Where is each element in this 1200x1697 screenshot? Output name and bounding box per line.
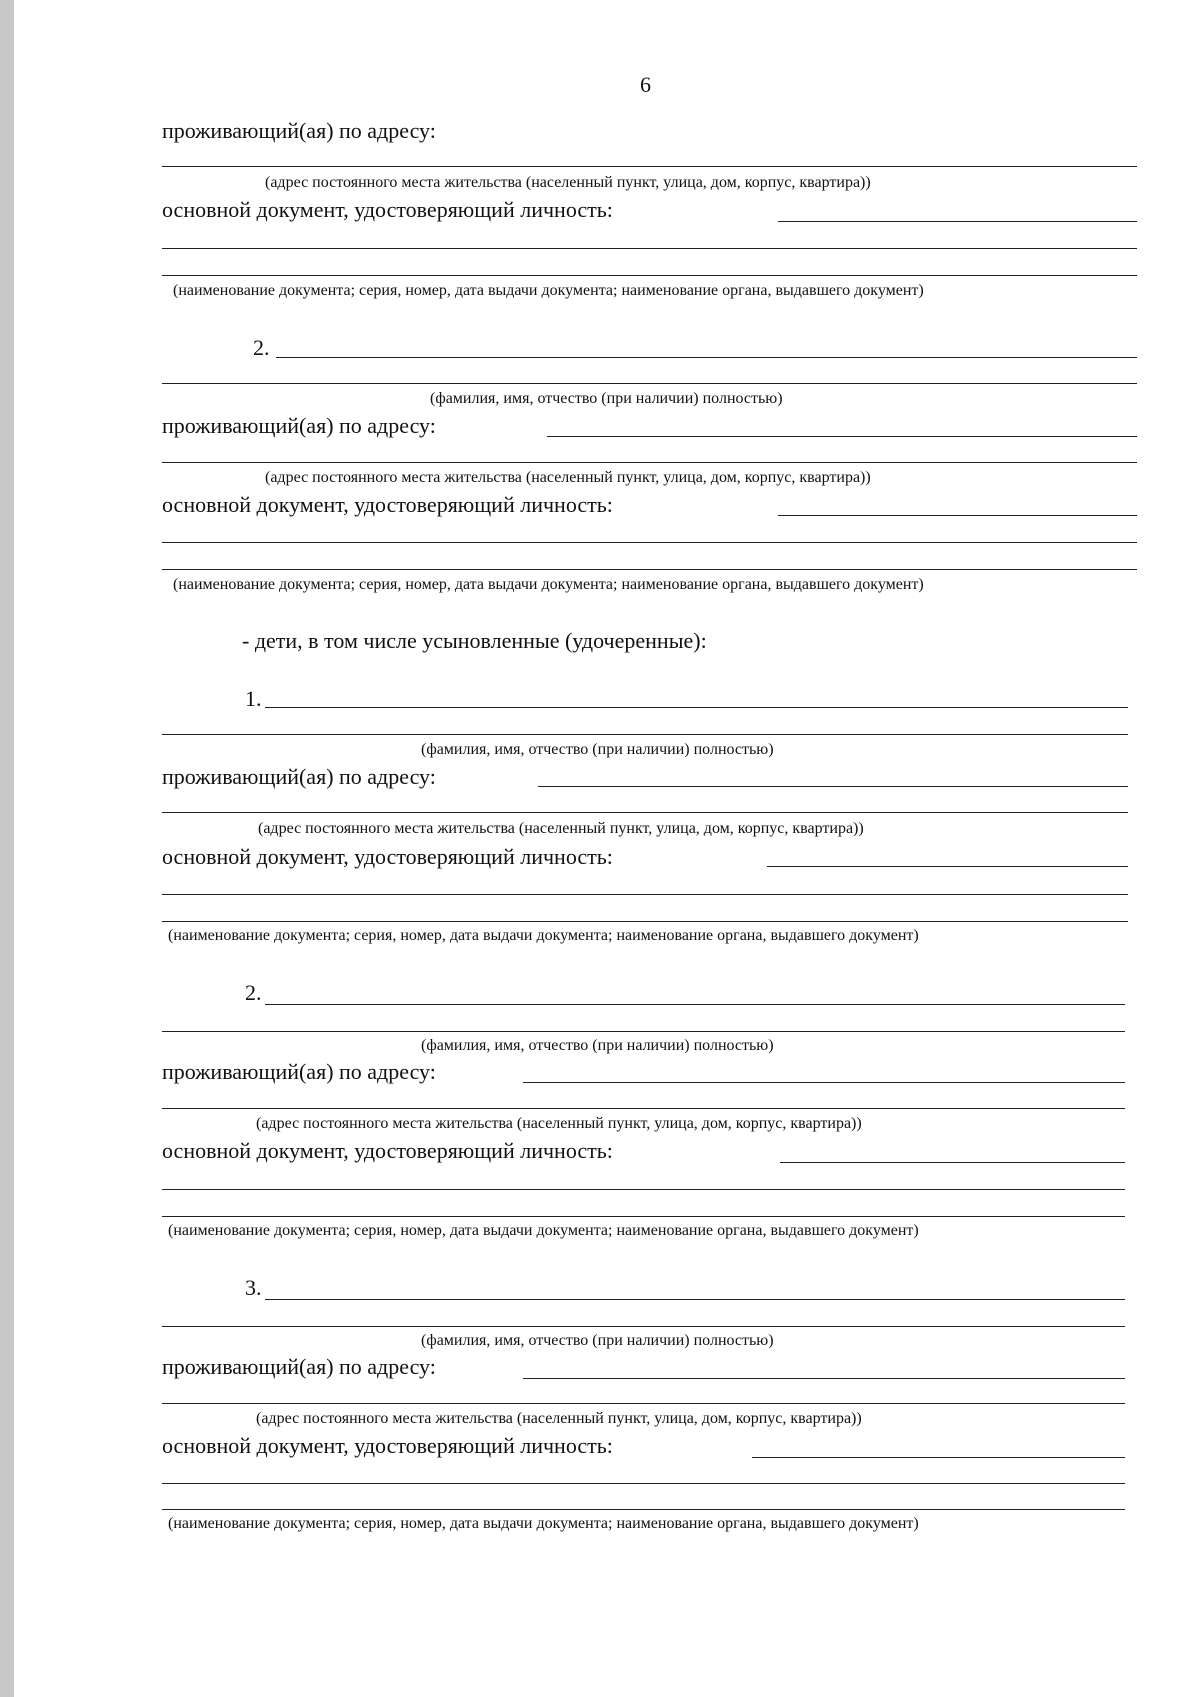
- address-caption: (адрес постоянного места жительства (населенный пункт, улица, дом, корпус, квартира)): [258, 820, 864, 837]
- spouse-1-document-line-2[interactable]: [162, 248, 1137, 249]
- child-1-document-line-2[interactable]: [162, 894, 1128, 895]
- residence-label: проживающий(ая) по адресу:: [162, 118, 436, 143]
- page-number: 6: [640, 72, 651, 97]
- spouse-1-address-line[interactable]: [162, 166, 1137, 167]
- spouse-2-name-line-1[interactable]: [276, 357, 1137, 358]
- spouse-2-document-line-2[interactable]: [162, 542, 1137, 543]
- child-3-name-line-2[interactable]: [162, 1326, 1125, 1327]
- address-caption: (адрес постоянного места жительства (населенный пункт, улица, дом, корпус, квартира)): [256, 1410, 862, 1427]
- residence-label: проживающий(ая) по адресу:: [162, 1059, 436, 1084]
- child-2-name-line-1[interactable]: [265, 1004, 1125, 1005]
- child-3-residence-line[interactable]: [523, 1378, 1125, 1379]
- id-document-label: основной документ, удостоверяющий личность:: [162, 1433, 613, 1458]
- document-caption: (наименование документа; серия, номер, дата выдачи документа; наименование органа, выдавшего документ): [168, 1515, 919, 1532]
- child-3-address-line[interactable]: [162, 1403, 1125, 1404]
- child-2-address-line[interactable]: [162, 1108, 1125, 1109]
- id-document-label: основной документ, удостоверяющий личность:: [162, 844, 613, 869]
- residence-label: проживающий(ая) по адресу:: [162, 1354, 436, 1379]
- spouse-2-address-line[interactable]: [162, 462, 1137, 463]
- child-1-address-line[interactable]: [162, 812, 1128, 813]
- child-1-name-line-2[interactable]: [162, 734, 1128, 735]
- full-name-caption: (фамилия, имя, отчество (при наличии) полностью): [421, 1037, 774, 1054]
- entry-number: 2.: [253, 335, 270, 360]
- residence-label: проживающий(ая) по адресу:: [162, 764, 436, 789]
- address-caption: (адрес постоянного места жительства (населенный пункт, улица, дом, корпус, квартира)): [265, 174, 871, 191]
- children-heading: - дети, в том числе усыновленные (удочеренные):: [242, 628, 707, 653]
- scan-margin: [0, 0, 14, 1697]
- child-2-document-line-2[interactable]: [162, 1189, 1125, 1190]
- child-2-residence-line[interactable]: [523, 1082, 1125, 1083]
- residence-label: проживающий(ая) по адресу:: [162, 413, 436, 438]
- entry-number: 1.: [245, 686, 262, 711]
- child-3-name-line-1[interactable]: [265, 1299, 1125, 1300]
- spouse-2-document-line-1[interactable]: [778, 515, 1137, 516]
- full-name-caption: (фамилия, имя, отчество (при наличии) полностью): [421, 741, 774, 758]
- full-name-caption: (фамилия, имя, отчество (при наличии) полностью): [421, 1332, 774, 1349]
- child-3-document-line-2[interactable]: [162, 1483, 1125, 1484]
- child-1-residence-line[interactable]: [538, 786, 1128, 787]
- spouse-1-document-line-1[interactable]: [778, 221, 1137, 222]
- spouse-2-residence-line[interactable]: [547, 436, 1137, 437]
- child-1-name-line-1[interactable]: [265, 707, 1128, 708]
- id-document-label: основной документ, удостоверяющий личность:: [162, 1138, 613, 1163]
- full-name-caption: (фамилия, имя, отчество (при наличии) полностью): [430, 390, 783, 407]
- child-3-document-line-1[interactable]: [752, 1457, 1125, 1458]
- document-caption: (наименование документа; серия, номер, дата выдачи документа; наименование органа, выдавшего документ): [173, 576, 924, 593]
- address-caption: (адрес постоянного места жительства (населенный пункт, улица, дом, корпус, квартира)): [256, 1115, 862, 1132]
- id-document-label: основной документ, удостоверяющий личность:: [162, 197, 613, 222]
- spouse-2-document-line-3[interactable]: [162, 569, 1137, 570]
- entry-number: 3.: [245, 1275, 262, 1300]
- document-caption: (наименование документа; серия, номер, дата выдачи документа; наименование органа, выдавшего документ): [173, 282, 924, 299]
- child-1-document-line-3[interactable]: [162, 921, 1128, 922]
- document-caption: (наименование документа; серия, номер, дата выдачи документа; наименование органа, выдавшего документ): [168, 927, 919, 944]
- child-2-document-line-3[interactable]: [162, 1216, 1125, 1217]
- entry-number: 2.: [245, 980, 262, 1005]
- id-document-label: основной документ, удостоверяющий личность:: [162, 492, 613, 517]
- document-caption: (наименование документа; серия, номер, дата выдачи документа; наименование органа, выдавшего документ): [168, 1222, 919, 1239]
- address-caption: (адрес постоянного места жительства (населенный пункт, улица, дом, корпус, квартира)): [265, 469, 871, 486]
- spouse-1-document-line-3[interactable]: [162, 275, 1137, 276]
- child-2-document-line-1[interactable]: [780, 1162, 1125, 1163]
- child-2-name-line-2[interactable]: [162, 1031, 1125, 1032]
- spouse-2-name-line-2[interactable]: [162, 383, 1137, 384]
- child-1-document-line-1[interactable]: [767, 866, 1128, 867]
- child-3-document-line-3[interactable]: [162, 1509, 1125, 1510]
